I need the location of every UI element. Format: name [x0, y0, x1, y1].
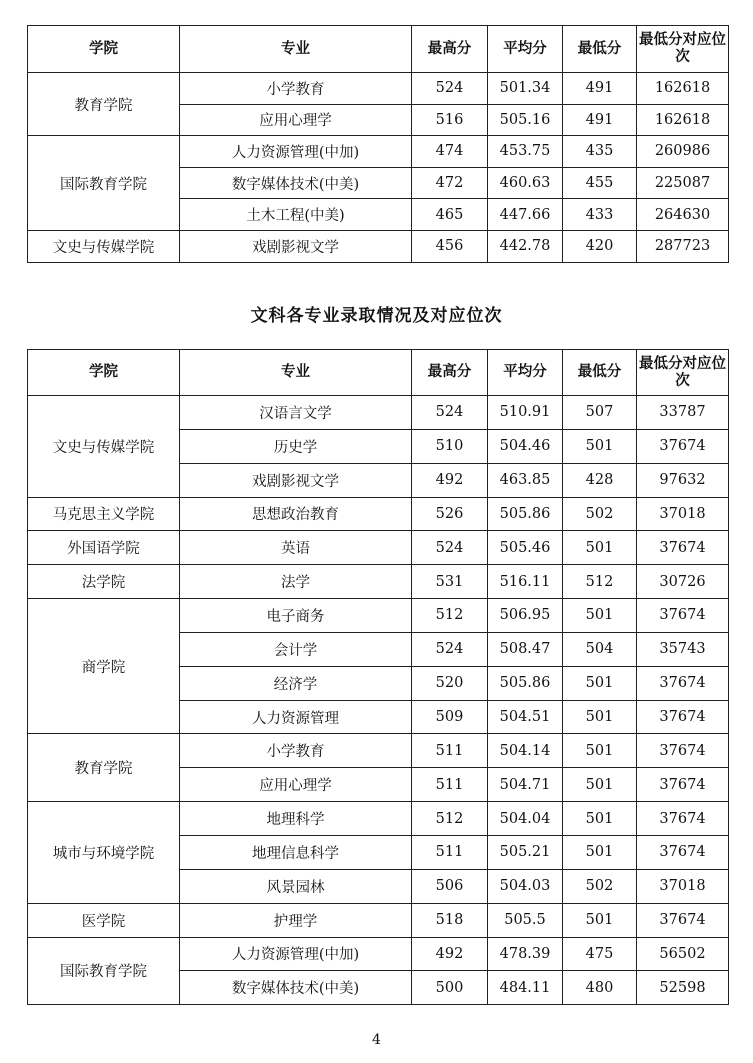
rank-cell: 37674 [637, 599, 729, 633]
major-cell: 电子商务 [180, 599, 412, 633]
avg-cell: 506.95 [488, 599, 563, 633]
min-cell: 512 [563, 565, 637, 599]
table-row [28, 937, 729, 971]
major-cell: 护理学 [180, 903, 412, 937]
header-min-score: 最低分 [563, 350, 637, 396]
major-cell: 小学教育 [180, 73, 412, 105]
major-cell: 经济学 [180, 666, 412, 700]
min-cell: 428 [563, 463, 637, 497]
max-cell: 509 [412, 700, 488, 734]
major-cell: 应用心理学 [180, 104, 412, 136]
avg-cell: 504.46 [488, 429, 563, 463]
avg-cell: 442.78 [488, 230, 563, 262]
max-cell: 531 [412, 565, 488, 599]
college-cell: 国际教育学院 [28, 937, 180, 1005]
min-cell: 501 [563, 531, 637, 565]
rank-cell: 264630 [637, 199, 729, 231]
major-cell: 戏剧影视文学 [180, 463, 412, 497]
header-avg-score: 平均分 [488, 26, 563, 73]
college-cell: 城市与环境学院 [28, 802, 180, 904]
header-row [28, 26, 729, 73]
table-row [28, 565, 729, 599]
avg-cell: 516.11 [488, 565, 563, 599]
rank-cell: 30726 [637, 565, 729, 599]
college-cell: 外国语学院 [28, 531, 180, 565]
rank-cell: 37674 [637, 429, 729, 463]
college-cell: 教育学院 [28, 734, 180, 802]
avg-cell: 505.5 [488, 903, 563, 937]
header-max-score: 最高分 [412, 350, 488, 396]
max-cell: 506 [412, 869, 488, 903]
rank-cell: 56502 [637, 937, 729, 971]
header-max-score: 最高分 [412, 26, 488, 73]
max-cell: 516 [412, 104, 488, 136]
rank-cell: 97632 [637, 463, 729, 497]
max-cell: 524 [412, 73, 488, 105]
major-cell: 戏剧影视文学 [180, 230, 412, 262]
min-cell: 501 [563, 700, 637, 734]
rank-cell: 37674 [637, 700, 729, 734]
table-row [28, 73, 729, 105]
college-cell: 医学院 [28, 903, 180, 937]
min-cell: 501 [563, 802, 637, 836]
rank-cell: 37674 [637, 835, 729, 869]
min-cell: 420 [563, 230, 637, 262]
table-row [28, 136, 729, 168]
min-cell: 501 [563, 666, 637, 700]
avg-cell: 504.51 [488, 700, 563, 734]
rank-cell: 162618 [637, 104, 729, 136]
science-admission-table [27, 25, 729, 263]
max-cell: 511 [412, 734, 488, 768]
min-cell: 433 [563, 199, 637, 231]
major-cell: 数字媒体技术(中美) [180, 971, 412, 1005]
max-cell: 492 [412, 463, 488, 497]
college-cell: 教育学院 [28, 73, 180, 136]
major-cell: 会计学 [180, 632, 412, 666]
rank-cell: 260986 [637, 136, 729, 168]
min-cell: 501 [563, 734, 637, 768]
header-major: 专业 [180, 26, 412, 73]
header-row [28, 350, 729, 396]
major-cell: 小学教育 [180, 734, 412, 768]
college-cell: 法学院 [28, 565, 180, 599]
rank-cell: 52598 [637, 971, 729, 1005]
max-cell: 456 [412, 230, 488, 262]
table-row [28, 802, 729, 836]
table-row [28, 396, 729, 430]
major-cell: 人力资源管理(中加) [180, 937, 412, 971]
college-cell: 国际教育学院 [28, 136, 180, 231]
table-row [28, 230, 729, 262]
max-cell: 510 [412, 429, 488, 463]
avg-cell: 505.21 [488, 835, 563, 869]
min-cell: 501 [563, 903, 637, 937]
min-cell: 501 [563, 429, 637, 463]
rank-cell: 37674 [637, 666, 729, 700]
max-cell: 465 [412, 199, 488, 231]
rank-cell: 162618 [637, 73, 729, 105]
rank-cell: 37674 [637, 903, 729, 937]
min-cell: 507 [563, 396, 637, 430]
avg-cell: 504.14 [488, 734, 563, 768]
header-min-rank: 最低分对应位次 [637, 26, 729, 73]
major-cell: 风景园林 [180, 869, 412, 903]
min-cell: 502 [563, 497, 637, 531]
max-cell: 526 [412, 497, 488, 531]
rank-cell: 37674 [637, 531, 729, 565]
major-cell: 人力资源管理 [180, 700, 412, 734]
major-cell: 思想政治教育 [180, 497, 412, 531]
college-cell: 商学院 [28, 599, 180, 734]
max-cell: 518 [412, 903, 488, 937]
rank-cell: 37674 [637, 802, 729, 836]
table-row [28, 497, 729, 531]
table-row [28, 903, 729, 937]
table-row [28, 531, 729, 565]
major-cell: 数字媒体技术(中美) [180, 167, 412, 199]
college-cell: 马克思主义学院 [28, 497, 180, 531]
rank-cell: 37018 [637, 869, 729, 903]
max-cell: 524 [412, 632, 488, 666]
max-cell: 472 [412, 167, 488, 199]
avg-cell: 505.16 [488, 104, 563, 136]
header-avg-score: 平均分 [488, 350, 563, 396]
rank-cell: 225087 [637, 167, 729, 199]
min-cell: 504 [563, 632, 637, 666]
major-cell: 法学 [180, 565, 412, 599]
min-cell: 435 [563, 136, 637, 168]
major-cell: 汉语言文学 [180, 396, 412, 430]
max-cell: 511 [412, 835, 488, 869]
college-cell: 文史与传媒学院 [28, 230, 180, 262]
major-cell: 人力资源管理(中加) [180, 136, 412, 168]
avg-cell: 504.71 [488, 768, 563, 802]
avg-cell: 510.91 [488, 396, 563, 430]
min-cell: 502 [563, 869, 637, 903]
header-min-score: 最低分 [563, 26, 637, 73]
avg-cell: 447.66 [488, 199, 563, 231]
rank-cell: 37674 [637, 734, 729, 768]
avg-cell: 484.11 [488, 971, 563, 1005]
avg-cell: 463.85 [488, 463, 563, 497]
major-cell: 地理信息科学 [180, 835, 412, 869]
avg-cell: 504.04 [488, 802, 563, 836]
header-college: 学院 [28, 350, 180, 396]
rank-cell: 35743 [637, 632, 729, 666]
max-cell: 511 [412, 768, 488, 802]
header-min-rank: 最低分对应位次 [637, 350, 729, 396]
page-number: 4 [372, 1032, 381, 1048]
min-cell: 501 [563, 599, 637, 633]
avg-cell: 504.03 [488, 869, 563, 903]
rank-cell: 37018 [637, 497, 729, 531]
major-cell: 土木工程(中美) [180, 199, 412, 231]
header-college: 学院 [28, 26, 180, 73]
min-cell: 491 [563, 104, 637, 136]
rank-cell: 37674 [637, 768, 729, 802]
rank-cell: 33787 [637, 396, 729, 430]
major-cell: 英语 [180, 531, 412, 565]
section-title: 文科各专业录取情况及对应位次 [250, 306, 503, 326]
avg-cell: 505.86 [488, 666, 563, 700]
table-row [28, 599, 729, 633]
max-cell: 474 [412, 136, 488, 168]
college-cell: 文史与传媒学院 [28, 396, 180, 498]
rank-cell: 287723 [637, 230, 729, 262]
max-cell: 520 [412, 666, 488, 700]
max-cell: 512 [412, 802, 488, 836]
min-cell: 501 [563, 768, 637, 802]
avg-cell: 501.34 [488, 73, 563, 105]
max-cell: 500 [412, 971, 488, 1005]
max-cell: 492 [412, 937, 488, 971]
avg-cell: 505.46 [488, 531, 563, 565]
header-major: 专业 [180, 350, 412, 396]
min-cell: 455 [563, 167, 637, 199]
min-cell: 501 [563, 835, 637, 869]
major-cell: 应用心理学 [180, 768, 412, 802]
avg-cell: 453.75 [488, 136, 563, 168]
max-cell: 524 [412, 396, 488, 430]
max-cell: 524 [412, 531, 488, 565]
avg-cell: 508.47 [488, 632, 563, 666]
max-cell: 512 [412, 599, 488, 633]
min-cell: 475 [563, 937, 637, 971]
min-cell: 491 [563, 73, 637, 105]
major-cell: 地理科学 [180, 802, 412, 836]
min-cell: 480 [563, 971, 637, 1005]
table-row [28, 734, 729, 768]
avg-cell: 505.86 [488, 497, 563, 531]
major-cell: 历史学 [180, 429, 412, 463]
avg-cell: 478.39 [488, 937, 563, 971]
avg-cell: 460.63 [488, 167, 563, 199]
liberal-arts-admission-table [27, 349, 729, 1005]
